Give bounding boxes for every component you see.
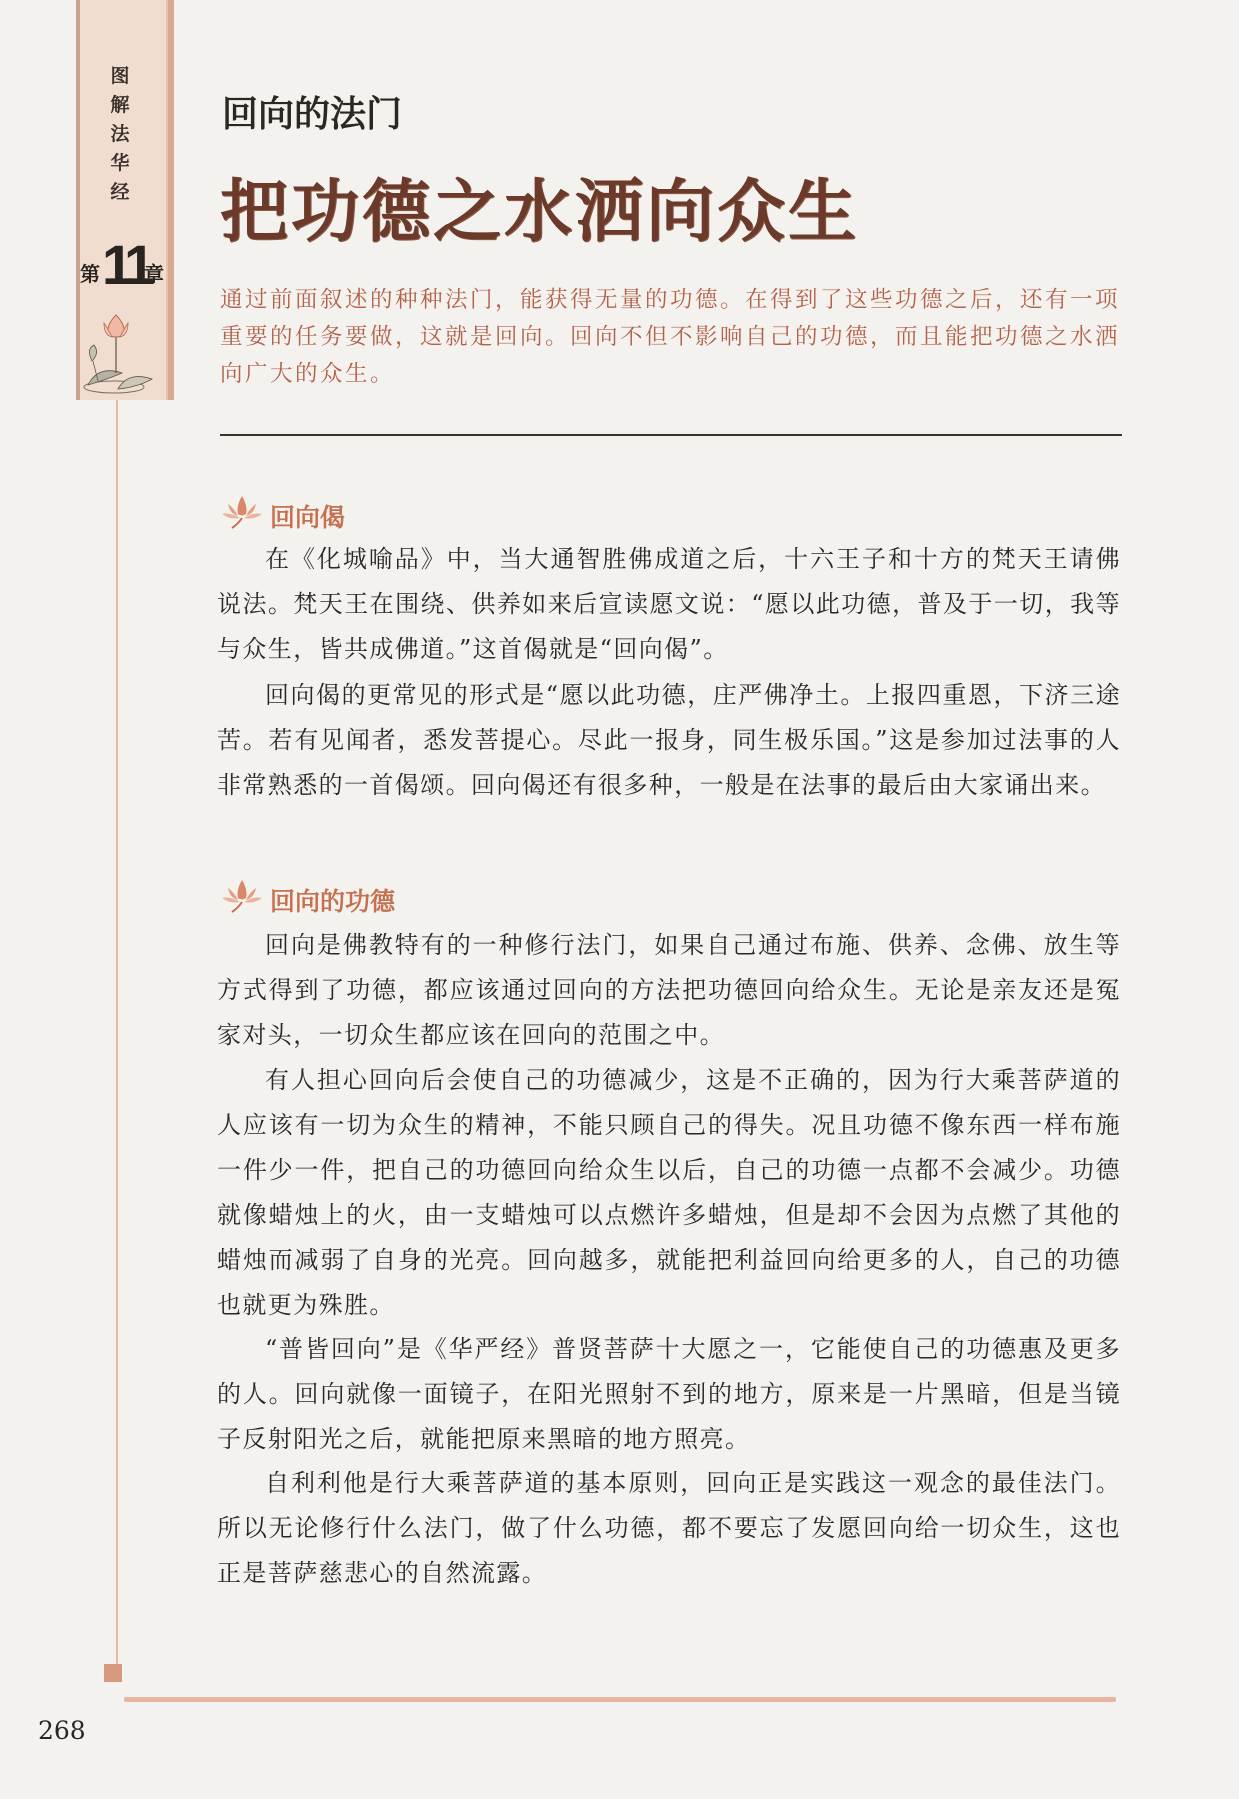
intro-text: 通过前面叙述的种种法门，能获得无量的功德。在得到了这些功德之后，还有一项重要的任务要做，这就是回向。回向不但不影响自己的功德，而且能把功德之水洒向广大的众生。	[220, 287, 1121, 387]
body-paragraph: 自利利他是行大乘菩萨道的基本原则，回向正是实践这一观念的最佳法门。所以无论修行什么法门，做了什么功德，都不要忘了发愿回向给一切众生，这也正是菩萨慈悲心的自然流露。	[217, 1469, 1121, 1587]
section-heading-text: 回向的功德	[270, 887, 396, 916]
section-kicker: 回向的法门	[222, 94, 403, 135]
body-paragraph: 在《化城喻品》中，当大通智胜佛成道之后，十六王子和十方的梵天王请佛说法。梵天王在围绕、供养如来后宣读愿文说：“愿以此功德，普及于一切，我等与众生，皆共成佛道。”这首偈就是“回向偈”。	[217, 545, 1121, 663]
page-number: 268	[38, 1716, 86, 1745]
body-paragraph: 回向是佛教特有的一种修行法门，如果自己通过布施、供养、念佛、放生等方式得到了功德，都应该通过回向的方法把功德回向给众生。无论是亲友还是冤家对头，一切众生都应该在回向的范围之中。	[217, 931, 1121, 1049]
section-heading-text: 回向偈	[270, 503, 346, 532]
footer-rule	[124, 1697, 1116, 1702]
intro-divider	[220, 434, 1122, 436]
lotus-section-icon	[220, 876, 264, 916]
chapter-suffix: 章	[144, 262, 164, 286]
series-char: 经	[110, 181, 130, 203]
lotus-section-icon	[220, 492, 264, 532]
body-paragraph: 有人担心回向后会使自己的功德减少，这是不正确的，因为行大乘菩萨道的人应该有一切为众生的精神，不能只顾自己的得失。况且功德不像东西一样布施一件少一件，把自己的功德回向给众生以后，自己的功德一点都不会减少。功德就像蜡烛上的火，由一支蜡烛可以点燃许多蜡烛，但是却不会因为点燃了其他的蜡烛而减弱了自身的光亮。回向越多，就能把利益回向给更多的人，自己的功德也就更为殊胜。	[217, 1066, 1121, 1319]
body-paragraph: “普皆回向”是《华严经》普贤菩萨十大愿之一，它能使自己的功德惠及更多的人。回向就像一面镜子，在阳光照射不到的地方，原来是一片黑暗，但是当镜子反射阳光之后，就能把原来黑暗的地方照亮。	[217, 1335, 1121, 1453]
page-title: 把功德之水洒向众生	[220, 172, 860, 252]
lotus-illustration-icon	[78, 305, 164, 397]
series-char: 华	[110, 152, 130, 174]
chapter-prefix: 第	[80, 262, 100, 286]
series-title-vertical	[108, 62, 132, 207]
series-char: 图	[110, 65, 130, 87]
chapter-label	[80, 233, 166, 298]
margin-marker	[104, 1664, 122, 1682]
chapter-number: 11	[102, 233, 150, 296]
margin-line	[116, 400, 118, 1670]
series-char: 解	[110, 94, 130, 116]
body-paragraph: 回向偈的更常见的形式是“愿以此功德，庄严佛净土。上报四重恩，下济三途苦。若有见闻者，悉发菩提心。尽此一报身，同生极乐国。”这是参加过法事的人非常熟悉的一首偈颂。回向偈还有很多种，一般是在法事的最后由大家诵出来。	[217, 681, 1121, 799]
series-char: 法	[110, 123, 130, 145]
